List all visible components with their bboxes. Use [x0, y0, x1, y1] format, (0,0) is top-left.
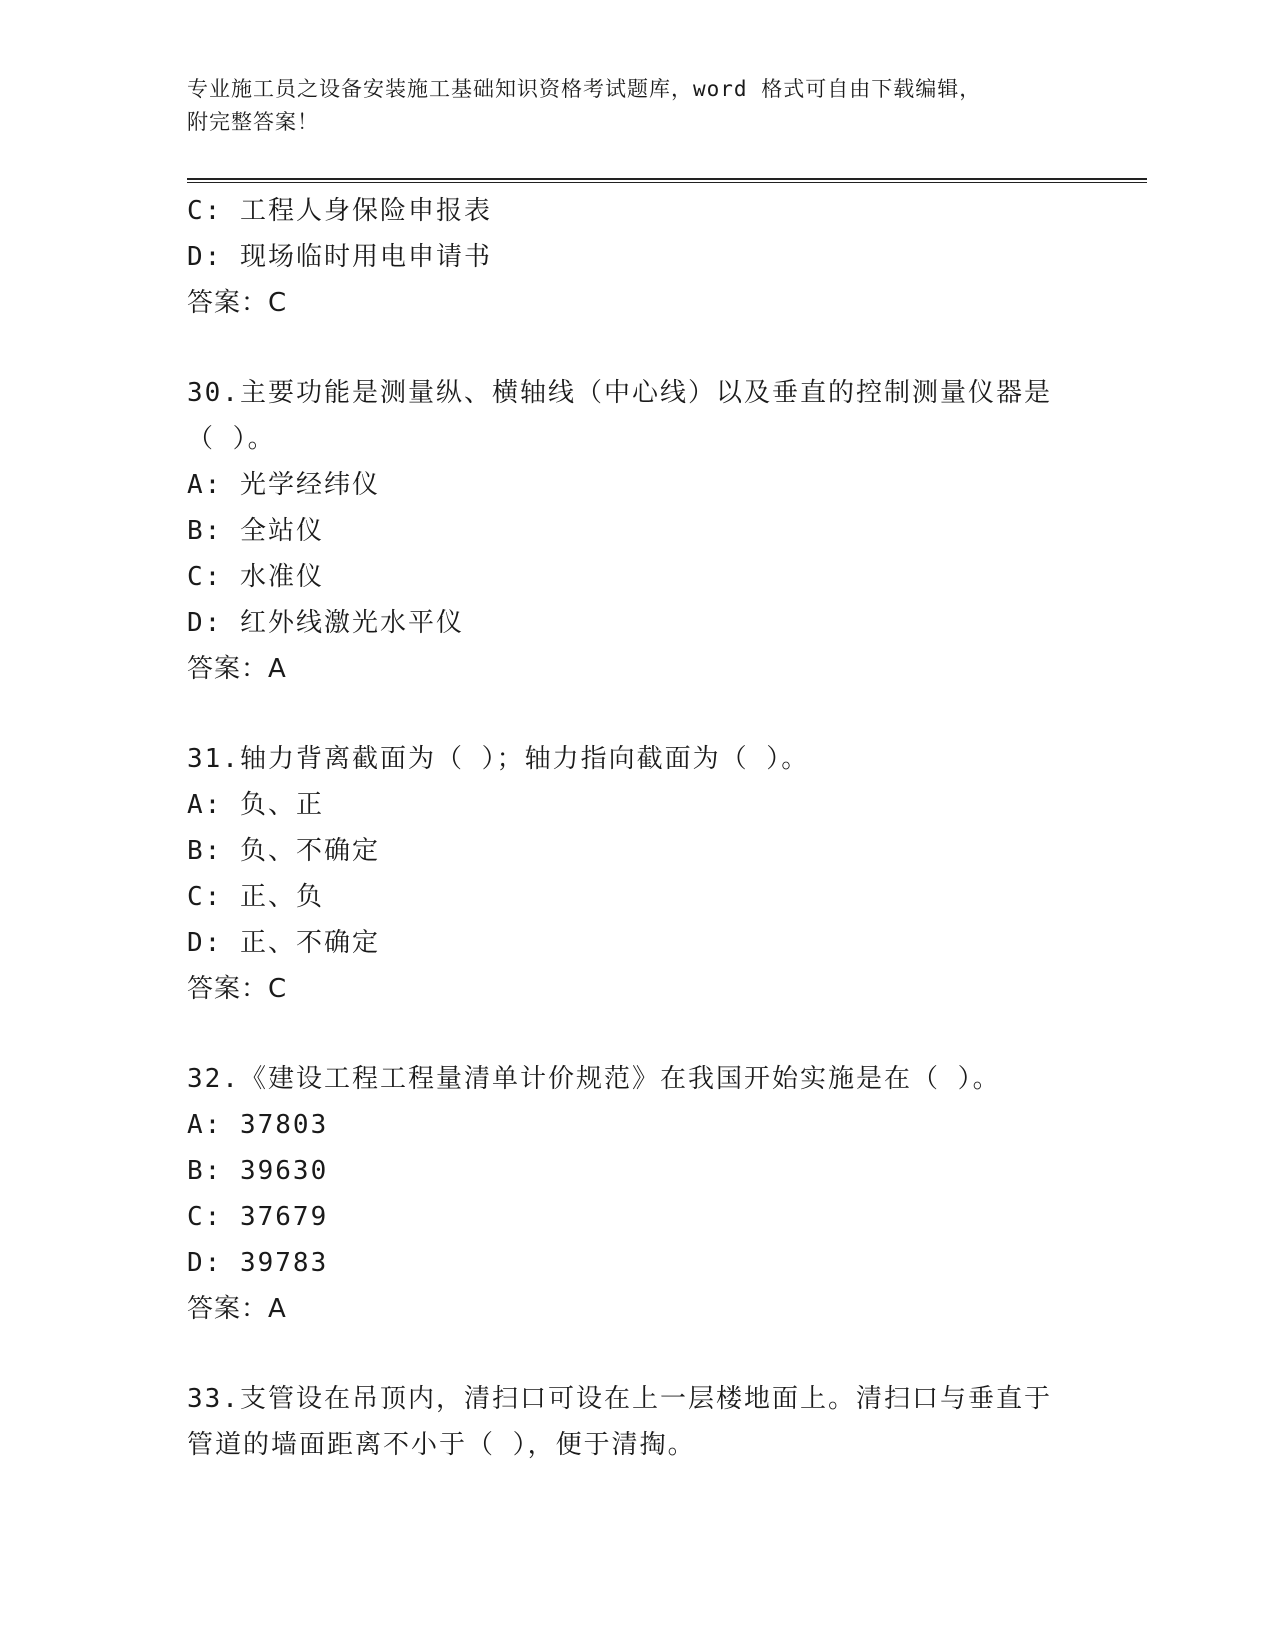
question-text: 33.支管设在吊顶内，清扫口可设在上一层楼地面上。清扫口与垂直于	[187, 1384, 1052, 1414]
question-text: 30.主要功能是测量纵、横轴线（中心线）以及垂直的控制测量仪器是	[187, 378, 1052, 408]
question-32	[187, 1056, 1147, 1332]
header-line-2: 附完整答案！	[187, 110, 319, 134]
answer-line: 答案：A	[187, 1294, 287, 1324]
option-b: B: 39630	[187, 1156, 329, 1186]
option-c: C: 正、负	[187, 882, 324, 912]
question-content	[187, 188, 1147, 1468]
answer-line: 答案：A	[187, 654, 287, 684]
question-text-continued: 管道的墙面距离不小于（ ），便于清掏。	[187, 1430, 696, 1460]
option-c: C: 37679	[187, 1202, 329, 1232]
option-b: B: 负、不确定	[187, 836, 380, 866]
option-a: A: 光学经纬仪	[187, 470, 380, 500]
question-33	[187, 1376, 1147, 1468]
option-d: D: 正、不确定	[187, 928, 380, 958]
option-d: D: 39783	[187, 1248, 329, 1278]
question-text: 32.《建设工程工程量清单计价规范》在我国开始实施是在（ ）。	[187, 1064, 1001, 1094]
page-header	[187, 73, 1087, 139]
answer-line: 答案：C	[187, 288, 288, 318]
option-d: D: 红外线激光水平仪	[187, 608, 464, 638]
option-a: A: 负、正	[187, 790, 324, 820]
option-a: A: 37803	[187, 1110, 329, 1140]
question-31	[187, 736, 1147, 1012]
question-30	[187, 370, 1147, 692]
option-d: D: 现场临时用电申请书	[187, 242, 492, 272]
question-text-continued: （ ）。	[187, 424, 276, 454]
header-line-1: 专业施工员之设备安装施工基础知识资格考试题库，word 格式可自由下载编辑，	[187, 77, 982, 101]
option-c: C: 工程人身保险申报表	[187, 196, 492, 226]
option-b: B: 全站仪	[187, 516, 324, 546]
header-divider	[187, 178, 1147, 183]
question-text: 31.轴力背离截面为（ ）；轴力指向截面为（ ）。	[187, 744, 810, 774]
option-c: C: 水准仪	[187, 562, 324, 592]
answer-line: 答案：C	[187, 974, 288, 1004]
